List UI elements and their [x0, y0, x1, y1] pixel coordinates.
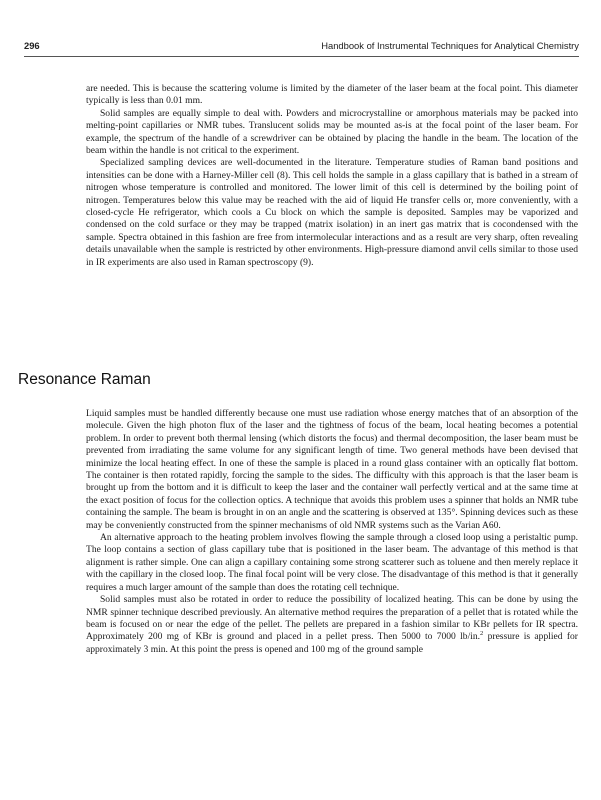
body-text-continued	[86, 83, 578, 269]
body-text-resonance-raman	[86, 408, 578, 656]
paragraph-solid-rotation-text: Solid samples must also be rotated in order to reduce the possibility of localized heating. This can be done by using the NMR spinner technique described previously. An alternative method requires the preparation of a pellet that is rotated while the beam is focused on or near the edge of the pellet. The pellets are prepared in a fashion similar to KBr pellets for IR spectra. Approximately 200 mg of KBr is ground and placed in a pellet press. Then 5000 to 7000 lb/in.	[86, 594, 578, 643]
book-title: Handbook of Instrumental Techniques for Analytical Chemistry	[321, 40, 579, 51]
paragraph-solid-samples: Solid samples are equally simple to deal with. Powders and microcrystalline or amorphous materials may be packed into melting-point capillaries or NMR tubes. Translucent solids may be mounted as-is at the focal point of the laser beam. For example, the spectrum of the handle of a screwdriver can be obtained by placing the handle in the beam. The location of the beam within the handle is not critical to the experiment.	[86, 107, 578, 157]
paragraph-solid-rotation-text-end: pressure is applied for approximately 3 min. At this point the press is opened and 100 mg of the ground sample	[86, 631, 578, 655]
page-number: 296	[24, 40, 40, 51]
paragraph-alternative-approach: An alternative approach to the heating problem involves flowing the sample through a closed loop using a peristaltic pump. The loop contains a section of glass capillary tube that is positioned in the laser beam. The advantage of this method is that alignment is rather simple. One can align a capillary containing some strong scatterer such as toluene and then merely replace it with the capillary in the closed loop. The final focal point will be very close. The disadvantage of this method is that it generally requires a much larger amount of the sample than does the rotating cell technique.	[86, 532, 578, 593]
paragraph-solid-rotation	[86, 594, 578, 656]
header-divider	[24, 56, 579, 57]
superscript-two: 2	[480, 630, 484, 638]
running-header	[24, 40, 579, 54]
paragraph-liquid-samples: Liquid samples must be handled differently because one must use radiation whose energy matches that of an absorption of the molecule. Given the high photon flux of the laser and the tightness of focus of the beam, local heating becomes a potential problem. In order to prevent both thermal lensing (which distorts the focus) and thermal decomposition, the laser beam must be prevented from irradiating the same volume for any significant length of time. Two general methods have been devised that minimize the local heating effect. In one of these the sample is placed in a round glass container with an optically flat bottom. The container is then rotated rapidly, forcing the sample to the sides. The difficulty with this approach is that the laser beam is brought up from the bottom and it is difficult to keep the laser and the container wall perfectly vertical and at the same time at the exact position of focus for the collection optics. A technique that avoids this problem uses a spinner that holds an NMR tube containing the sample. The beam is brought in on an angle and the scattering is observed at 135°. Spinning devices such as these may be conveniently constructed from the spinner mechanisms of old NMR systems such as the Varian A60.	[86, 408, 578, 531]
paragraph-sampling-devices: Specialized sampling devices are well-documented in the literature. Temperature studies of Raman band positions and intensities can be done with a Harney-Miller cell (8). This cell holds the sample in a glass capillary that is bathed in a stream of nitrogen whose temperature is controlled and monitored. The lower limit of this cell is determined by the boiling point of nitrogen. Temperatures below this value may be reached with the aid of liquid He transfer cells or, more conveniently, with a closed-cycle He refrigerator, which cools a Cu block on which the sample is deposited. Samples may be vaporized and condensed on the cold surface or they may be trapped (matrix isolation) in an inert gas matrix that is cocondensed with the sample. Spectra obtained in this fashion are free from intermolecular interactions and as a result are very sharp, often revealing details unavailable when the sample is restricted by other environments. High-pressure diamond anvil cells similar to those used in IR experiments are also used in Raman spectroscopy (9).	[86, 157, 578, 268]
paragraph-scattering-volume: are needed. This is because the scattering volume is limited by the diameter of the laser beam at the focal point. This diameter typically is less than 0.01 mm.	[86, 83, 578, 107]
section-heading-resonance-raman: Resonance Raman	[18, 371, 151, 388]
